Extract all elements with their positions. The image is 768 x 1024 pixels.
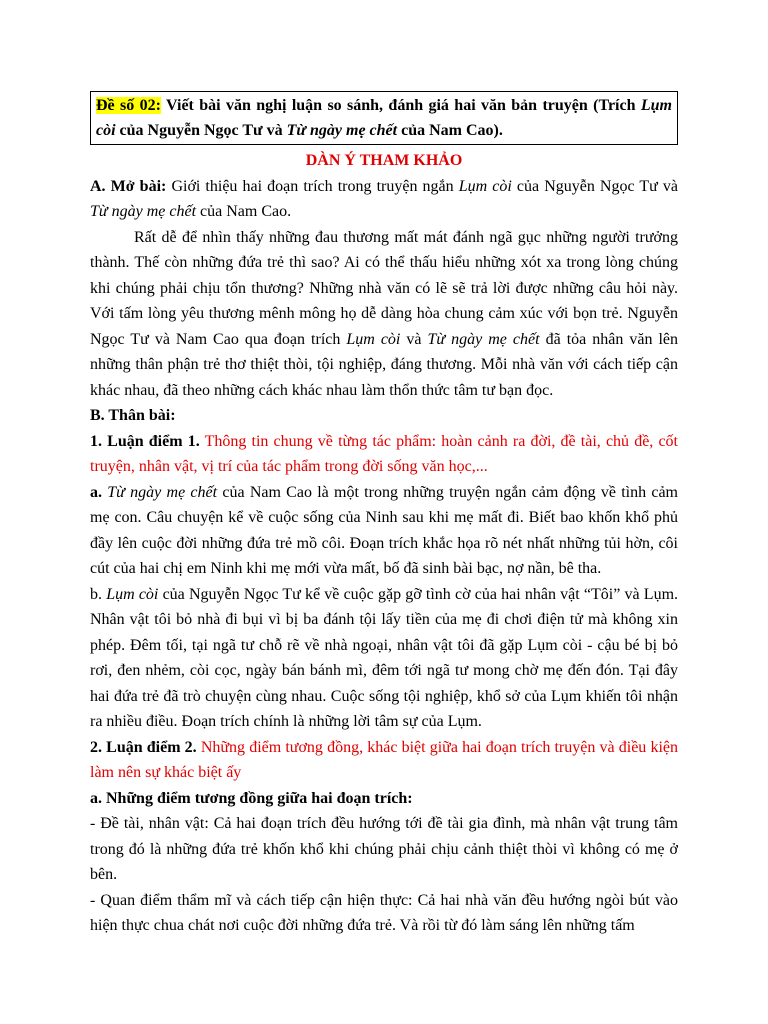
similarities-heading	[90, 786, 678, 812]
point-a-label: a.	[90, 483, 102, 501]
intro-body-text-3: đã tỏa nhân văn lên những thân phận trẻ thơ thiệt thòi, tội nghiệp, đáng thương. Mỗi nhà văn với cách tiếp cận khác nhau, đã theo những cách khác nhau làm thổn thức tâm tư bạn đọc.	[90, 330, 679, 399]
document-page	[90, 91, 678, 939]
intro-body-text-2: và	[400, 330, 428, 348]
title-text-1: Viết bài văn nghị luận so sánh, đánh giá hai văn bản truyện (Trích	[160, 97, 641, 114]
intro-body-text-1: Rất dễ để nhìn thấy những đau thương mất mát đánh ngã gục những người trưởng thành. Thế còn những đứa trẻ thì sao? Ai có thể thấu hiểu những xót xa trong lòng chúng khi chúng phải chịu tổn thương? Những nhà văn có lẽ sẽ trả lời được những câu hỏi này. Với tấm lòng yêu thương mênh mông họ dễ dàng hòa chung cảm xúc với bọn trẻ. Nguyễn Ngọc Tư và Nam Cao qua đoạn trích	[90, 228, 678, 348]
intro-paragraph	[90, 174, 678, 225]
intro-text-1: Giới thiệu hai đoạn trích trong truyện ngắn	[166, 177, 459, 195]
title-work-2: Từ ngày mẹ chết	[286, 122, 398, 139]
similarity-item-2: - Quan điểm thẩm mĩ và cách tiếp cận hiện thực: Cả hai nhà văn đều hướng ngòi bút vào hiện thực chua chát nơi cuộc đời những đứa trẻ. Và rồi từ đó làm sáng lên những tấm	[90, 891, 678, 934]
body-section-heading	[90, 403, 678, 429]
intro-work-2: Từ ngày mẹ chết	[90, 203, 197, 220]
argument-2	[90, 735, 678, 786]
point-a-work: Từ ngày mẹ chết	[102, 483, 218, 501]
argument-1-label: 1. Luận điểm 1.	[90, 432, 200, 450]
intro-body-work-1: Lụm còi	[346, 330, 401, 348]
similarities-label: a. Những điểm tương đồng giữa hai đoạn trích:	[90, 789, 413, 807]
point-b	[90, 582, 678, 735]
intro-text-3: của Nam Cao.	[196, 203, 292, 220]
title-work-1: Lụm còi	[96, 97, 672, 139]
argument-1	[90, 429, 678, 480]
title-text-2: của Nguyễn Ngọc Tư và	[115, 122, 287, 139]
assignment-title-box	[90, 91, 678, 145]
argument-2-text: Những điểm tương đồng, khác biệt giữa hai đoạn trích truyện và điều kiện làm nên sự khác biệt ấy	[90, 738, 678, 781]
intro-text-2: của Nguyễn Ngọc Tư và	[511, 177, 679, 195]
body-label: B. Thân bài:	[90, 407, 176, 424]
point-a-text: của Nam Cao là một trong những truyện ngắn cảm động về tình cảm mẹ con. Câu chuyện kể về cuộc sống của Ninh sau khi mẹ mất đi. Biết bao khốn khổ phủ đầy lên cuộc đời những đứa trẻ mồ côi. Đoạn trích khắc họa rõ nét nhất những tủi hờn, côi cút của hai chị em Ninh khi mẹ mới vừa mất, bố đã sinh bài bạc, nợ nần, bê tha.	[90, 483, 679, 577]
intro-work-1: Lụm còi	[458, 177, 512, 195]
point-a	[90, 480, 678, 582]
argument-2-label: 2. Luận điểm 2.	[90, 738, 197, 756]
intro-body-paragraph	[90, 225, 678, 404]
point-b-text: của Nguyễn Ngọc Tư kể về cuộc gặp gỡ tình cờ của hai nhân vật “Tôi” và Lụm. Nhân vật tôi bỏ nhà đi bụi vì bị ba đánh tội lấy tiền của mẹ đi chơi điện tử mà không xin phép. Đêm tối, tại ngã tư chỗ rẽ về nhà ngoại, nhân vật tôi đã gặp Lụm còi - cậu bé bị bỏ rơi, đen nhẻm, còi cọc, ngày bán bánh mì, đêm tới ngã tư mong chờ mẹ đến đón. Tại đây hai đứa trẻ đã trò chuyện cùng nhau. Cuộc sống tội nghiệp, khổ sở của Lụm khiến tôi nhận ra nhiều điều. Đoạn trích chính là những lời tâm sự của Lụm.	[90, 585, 679, 730]
point-b-label: b.	[90, 585, 102, 603]
intro-label: A. Mở bài:	[90, 177, 167, 195]
assignment-label: Đề số 02:	[96, 97, 161, 114]
intro-body-work-2: Từ ngày mẹ chết	[427, 330, 540, 348]
argument-1-text: Thông tin chung về từng tác phẩm: hoàn cảnh ra đời, đề tài, chủ đề, cốt truyện, nhân vật, vị trí của tác phẩm trong đời sống văn học,...	[90, 432, 678, 475]
outline-heading: DÀN Ý THAM KHẢO	[305, 152, 463, 169]
point-b-work: Lụm còi	[102, 585, 159, 603]
title-text-3: của Nam Cao).	[397, 122, 503, 139]
similarity-item-1: - Đề tài, nhân vật: Cả hai đoạn trích đều hướng tới đề tài gia đình, mà nhân vật trung tâm trong đó là những đứa trẻ khốn khổ khi chúng phải chịu cảnh thiệt thòi vì không có mẹ ở bên.	[90, 815, 678, 883]
